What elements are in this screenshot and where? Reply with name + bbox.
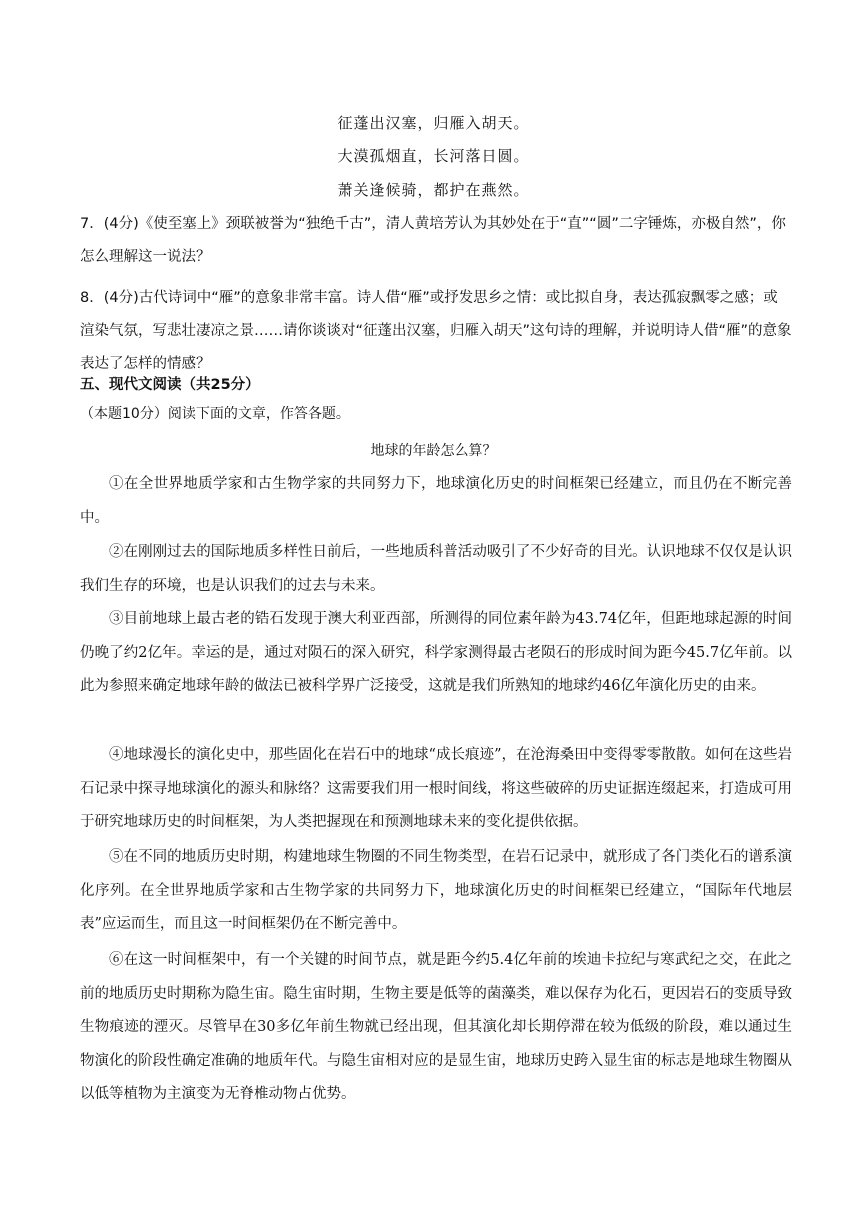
poem-line-1: 征蓬出汉塞，归雁入胡天。 <box>337 114 530 132</box>
article-paragraph-3: ③目前地球上最古老的锆石发现于澳大利亚西部，所测得的同位素年龄为43.74亿年，但距地球起源的时间仍晚了约2亿年。幸运的是，通过对陨石的深入研究，科学家测得最古老陨石的形成时间为距今45.7亿年前。以此为参照来确定地球年龄的做法已被科学界广泛接受，这就是我们所熟知的地球约46亿年演化历史的由来。 <box>80 611 792 694</box>
article-paragraph-5: ⑤在不同的地质历史时期，构建地球生物圈的不同生物类型，在岩石记录中，就形成了各门类化石的谱系演化序列。在全世界地质学家和古生物学家的共同努力下，地球演化历史的时间框架已经建立，“国际年代地层表”应运而生，而且这一时间框架仍在不断完善中。 <box>80 849 792 932</box>
poem-line-2: 大漠孤烟直，长河落日圆。 <box>337 147 530 165</box>
article-title: 地球的年龄怎么算？ <box>370 443 497 459</box>
question-7: 7．(4分)《使至塞上》颈联被誉为“独绝千古”，清人黄培芳认为其妙处在于“直”“圆”二字锤炼，亦极自然”，你怎么理解这一说法？ <box>80 216 786 265</box>
article-paragraph-6: ⑥在这一时间框架中，有一个关键的时间节点，就是距今约5.4亿年前的埃迪卡拉纪与寒武纪之交，在此之前的地质历史时期称为隐生宙。隐生宙时期，生物主要是低等的菌藻类，难以保存为化石，更因岩石的变质导致生物痕迹的湮灭。尽管早在30多亿年前生物就已经出现，但其演化却长期停滞在较为低级的阶段，难以通过生物演化的阶段性确定准确的地质年代。与隐生宙相对应的是显生宙，地球历史跨入显生宙的标志是地球生物圈从以低等植物为主演变为无脊椎动物占优势。 <box>80 952 792 1102</box>
article-paragraph-4: ④地球漫长的演化史中，那些固化在岩石中的地球“成长痕迹”，在沧海桑田中变得零零散散。如何在这些岩石记录中探寻地球演化的源头和脉络？这需要我们用一根时间线，将这些破碎的历史证据连缀起来，打造成可用于研究地球历史的时间框架，为人类把握现在和预测地球未来的变化提供依据。 <box>80 747 792 830</box>
poem-line-3: 萧关逢候骑，都护在燕然。 <box>337 181 530 199</box>
section-heading: 五、现代文阅读（共25分） <box>80 377 260 393</box>
article-paragraph-2: ②在刚刚过去的国际地质多样性日前后，一些地质科普活动吸引了不少好奇的目光。认识地球不仅仅是认识我们生存的环境，也是认识我们的过去与未来。 <box>80 544 792 594</box>
article-paragraph-1: ①在全世界地质学家和古生物学家的共同努力下，地球演化历史的时间框架已经建立，而且仍在不断完善中。 <box>80 476 792 526</box>
question-8: 8．(4分)古代诗词中“雁”的意象非常丰富。诗人借“雁”或抒发思乡之情：或比拟自身，表达孤寂飘零之感；或渲染气氛，写悲壮凄凉之景……请你谈谈对“征蓬出汉塞，归雁入胡天”这句诗的理解，并说明诗人借“雁”的意象表达了怎样的情感？ <box>80 290 792 372</box>
section-instruction: （本题10分）阅读下面的文章，作答各题。 <box>80 406 350 422</box>
